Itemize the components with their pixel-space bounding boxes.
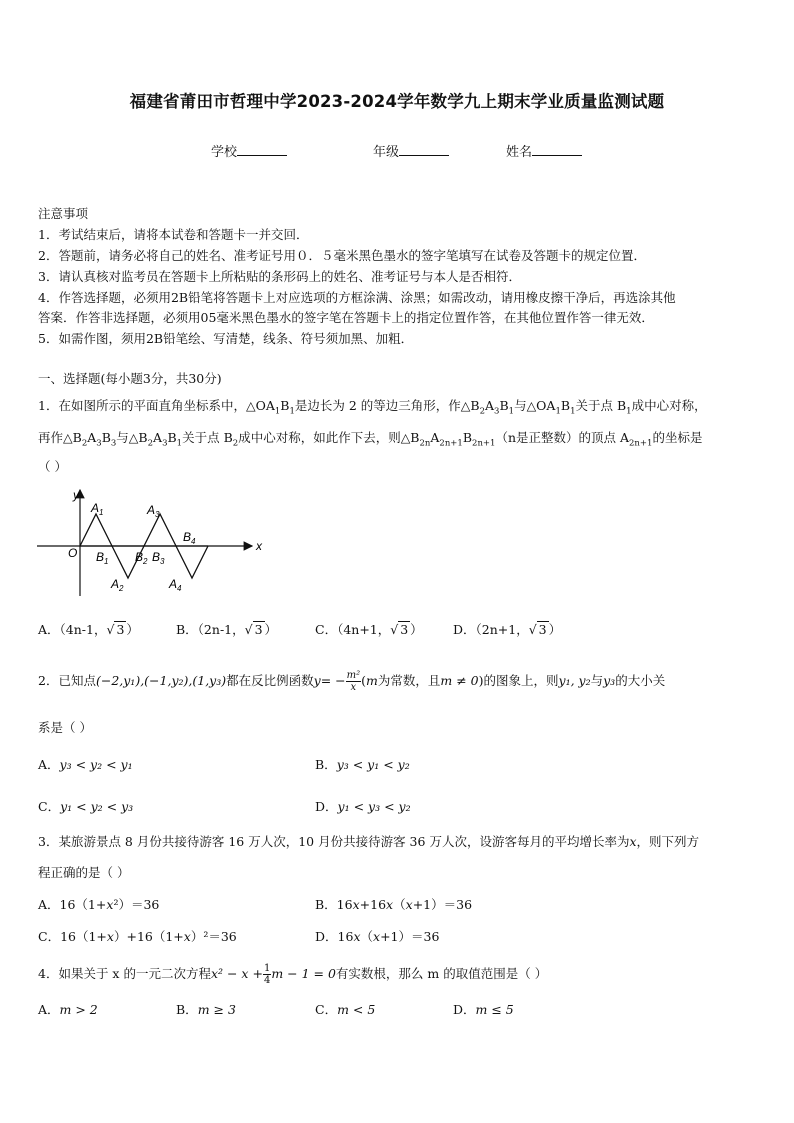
q2-line-2: 系是（ ） (38, 720, 92, 735)
q3-option-a[interactable]: A．16（1+x²）＝36 (38, 897, 160, 912)
notes-heading: 注意事项 (38, 206, 89, 221)
q3-option-d[interactable]: D．16x（x+1）＝36 (315, 929, 440, 944)
q4-option-b[interactable]: B．m ≥ 3 (176, 1002, 236, 1017)
fig-label-A3: $A_3$ (147, 503, 160, 519)
q1-option-a[interactable]: A．（4n-1，√ 3 ） (38, 622, 139, 637)
school-label: 学校 (211, 145, 238, 160)
note-1: 1．考试结束后，请将本试卷和答题卡一并交回． (38, 227, 309, 242)
note-3: 3．请认真核对监考员在答题卡上所粘贴的条形码上的姓名、准考证号与本人是否相符． (38, 269, 521, 284)
q1-option-c[interactable]: C．（4n+1，√ 3 ） (315, 622, 423, 637)
fig-label-A1: $A_1$ (91, 501, 104, 517)
note-2: 2．答题前，请务必将自己的姓名、准考证号用０．５毫米黑色墨水的签字笔填写在试卷及答题卡的规定位置． (38, 248, 646, 263)
page-title: 福建省莆田市哲理中学2023-2024学年数学九上期末学业质量监测试题 (129, 92, 665, 111)
grade-label: 年级 (373, 145, 400, 160)
fig-label-B1: $B_1$ (96, 550, 109, 566)
fig-label-x: x (256, 539, 262, 553)
fig-label-B3: $B_3$ (152, 550, 165, 566)
fig-label-B2: $B_2$ (135, 550, 148, 566)
q1-answer-paren: （ ） (38, 459, 67, 474)
name-field (506, 141, 582, 160)
q1-option-d[interactable]: D．（2n+1，√ 3 ） (453, 622, 562, 637)
q4-option-d[interactable]: D．m ≤ 5 (453, 1002, 514, 1017)
q3-line-1: 3．某旅游景点 8 月份共接待游客 16 万人次，10 月份共接待游客 36 万人次，设游客每月的平均增长率为x，则下列方 (38, 834, 700, 849)
note-4: 4．作答选择题，必须用2B铅笔将答题卡上对应选项的方框涂满、涂黑；如需改动，请用橡皮擦干净后，再选涂其他 (38, 290, 676, 305)
q4-line-1: 4．如果关于 x 的一元二次方程x² − x + $\frac{1}{4}$ m − 1 = 0有实数根，那么 m 的取值范围是（ ） (38, 963, 548, 986)
q1-option-b[interactable]: B．（2n-1，√ 3 ） (176, 622, 278, 637)
q1-line-1: 1．在如图所示的平面直角坐标系中，$\triangle OA_1B_1$是边长为 2 的等边三角形，作$\triangle B_2A_3B_1$与$\triangle OA_1B_1$关于点 $B_1$成中心对称， (38, 398, 707, 417)
q3-option-b[interactable]: B．16x+16x（x+1）＝36 (315, 897, 473, 912)
q2-option-b[interactable]: B．y₃ < y₁ < y₂ (315, 757, 410, 772)
fig-label-A2: $A_2$ (111, 577, 124, 593)
name-blank (532, 144, 582, 156)
grade-field (373, 141, 449, 160)
q2-option-a[interactable]: A．y₃ < y₂ < y₁ (38, 757, 133, 772)
fig-label-O: O (68, 546, 78, 560)
school-blank (237, 144, 287, 156)
name-label: 姓名 (506, 145, 533, 160)
q4-option-a[interactable]: A．m > 2 (38, 1002, 98, 1017)
q1-line-2: 再作$\triangle B_2A_3B_3$与$\triangle B_2A_3B_1$关于点 $B_2$成中心对称，如此作下去，则$\triangle B_{2n}A_{2n+1}B_{2n+1}(n$是正整数）的顶点 $A_{2n+1}$的坐标是 (38, 430, 703, 449)
fig-label-B4: $B_4$ (183, 530, 196, 546)
note-4-cont: 答案．作答非选择题，必须用05毫米黑色墨水的签字笔在答题卡上的指定位置作答，在其他位置作答一律无效． (38, 310, 654, 325)
q4-option-c[interactable]: C．m < 5 (315, 1002, 376, 1017)
section-heading: 一、选择题(每小题3分，共30分) (38, 371, 222, 386)
note-5: 5．如需作图，须用2B铅笔绘、写清楚，线条、符号须加黑、加粗． (38, 331, 414, 346)
fig-label-y: y (73, 488, 79, 502)
q1-figure (34, 484, 274, 599)
fig-label-A4: $A_4$ (169, 577, 182, 593)
q2-line-1: 2．已知点(−2,y₁),(−1,y₂),(1,y₃)都在反比例函数y= − $\frac{\text{m²}}{x}$ (m为常数，且m ≠ 0)的图象上，则y₁, y₂与y₃的大小关 (38, 670, 666, 693)
grade-blank (399, 144, 449, 156)
school-field (211, 141, 287, 160)
q3-line-2: 程正确的是（ ） (38, 865, 130, 880)
q2-option-c[interactable]: C．y₁ < y₂ < y₃ (38, 799, 134, 814)
q3-option-c[interactable]: C．16（1+x）+16（1+x）²＝36 (38, 929, 237, 944)
q2-option-d[interactable]: D．y₁ < y₃ < y₂ (315, 799, 411, 814)
